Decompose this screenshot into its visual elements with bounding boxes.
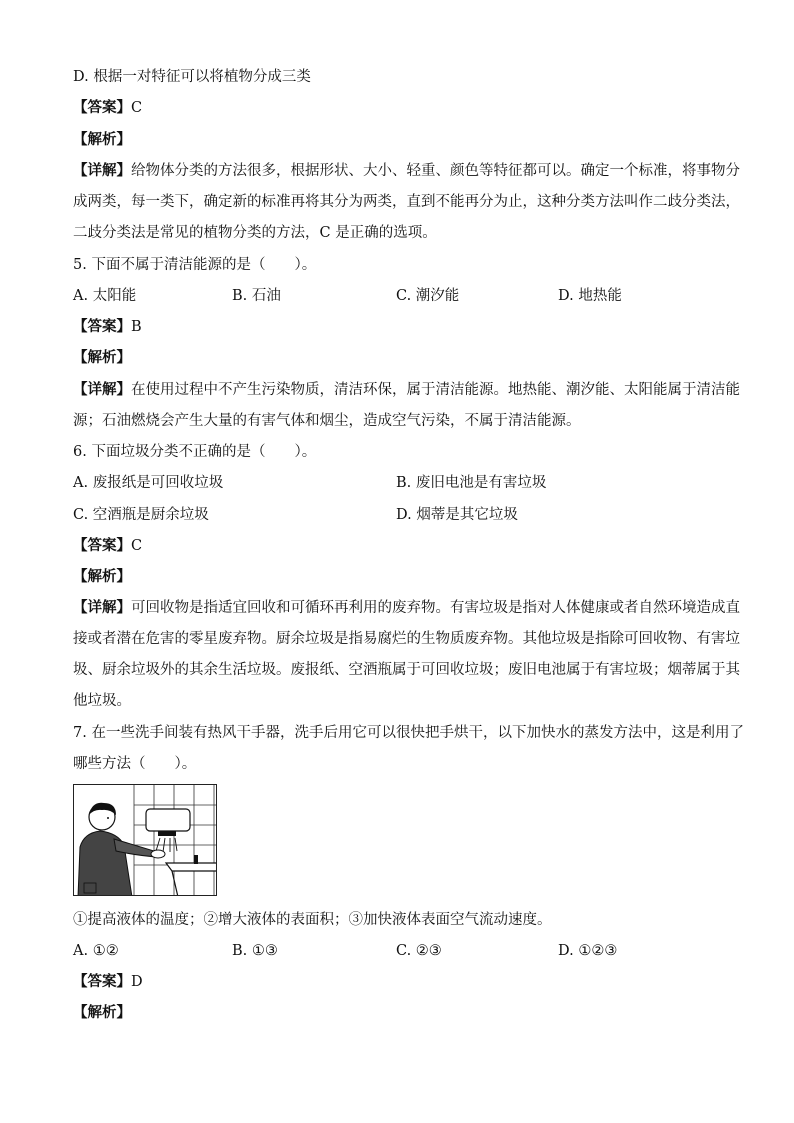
q4-answer-line (73, 98, 142, 118)
q4-option-d: D. 根据一对特征可以将植物分成三类 (73, 69, 311, 85)
q7-statement: ①提高液体的温度；②增大液体的表面积；③加快液体表面空气流动速度。 (73, 912, 552, 928)
detail-text: 可回收物是指适宜回收和可循环再利用的废弃物。有害垃圾是指对人体健康或者自然环境造成直 (131, 600, 740, 616)
q5-answer-line (73, 317, 142, 337)
q7-analysis-tag: 【解析】 (73, 1004, 131, 1021)
q5-option-d: D. 地热能 (558, 288, 622, 304)
q7-option-b: B. ①③ (232, 943, 278, 959)
q6-answer-line (73, 536, 142, 556)
q7-stem-line-2: 哪些方法（ ）。 (73, 756, 197, 772)
q6-option-a: A. 废报纸是可回收垃圾 (73, 475, 224, 491)
q7-option-a: A. ①② (73, 943, 119, 959)
q6-stem: 6. 下面垃圾分类不正确的是（ ）。 (73, 444, 317, 460)
q7-stem-line-1: 7. 在一些洗手间装有热风干手器，洗手后用它可以很快把手烘干，以下加快水的蒸发方法中，这是利用了 (73, 725, 744, 741)
q7-option-d: D. ①②③ (558, 943, 618, 959)
answer-tag: 【答案】 (73, 973, 131, 990)
q5-option-b: B. 石油 (232, 288, 281, 304)
q5-option-c: C. 潮汐能 (396, 288, 460, 304)
q5-option-a: A. 太阳能 (73, 288, 137, 304)
q4-detail-line-3: 二歧分类法是常见的植物分类的方法，C 是正确的选项。 (73, 225, 437, 241)
q5-detail-line-2: 源；石油燃烧会产生大量的有害气体和烟尘，造成空气污染，不属于清洁能源。 (73, 413, 581, 429)
q4-analysis-tag: 【解析】 (73, 131, 131, 148)
answer-value: C (131, 100, 143, 116)
detail-tag: 【详解】 (73, 599, 131, 616)
q7-answer-line (73, 972, 143, 992)
answer-value: C (131, 538, 143, 554)
answer-tag: 【答案】 (73, 537, 131, 554)
q6-option-c: C. 空酒瓶是厨余垃圾 (73, 507, 209, 523)
q4-detail-line-1 (73, 161, 740, 181)
detail-tag: 【详解】 (73, 162, 131, 179)
answer-tag: 【答案】 (73, 318, 131, 335)
q6-detail-line-1 (73, 598, 740, 618)
hand-dryer-illustration (73, 784, 217, 896)
q7-option-c: C. ②③ (396, 943, 442, 959)
q6-detail-line-4: 他垃圾。 (73, 693, 131, 709)
detail-text: 在使用过程中不产生污染物质，清洁环保，属于清洁能源。地热能、潮汐能、太阳能属于清洁能 (131, 382, 740, 398)
detail-text: 给物体分类的方法很多，根据形状、大小、轻重、颜色等特征都可以。确定一个标准，将事物分 (131, 163, 740, 179)
q6-option-d: D. 烟蒂是其它垃圾 (396, 507, 518, 523)
q5-analysis-tag: 【解析】 (73, 349, 131, 366)
q6-analysis-tag: 【解析】 (73, 568, 131, 585)
q5-detail-line-1 (73, 380, 740, 400)
q6-detail-line-3: 圾、厨余垃圾外的其余生活垃圾。废报纸、空酒瓶属于可回收垃圾；废旧电池属于有害垃圾；烟蒂属于其 (73, 662, 740, 678)
answer-value: D (131, 974, 143, 990)
q6-option-b: B. 废旧电池是有害垃圾 (396, 475, 547, 491)
answer-value: B (131, 319, 142, 335)
q5-stem: 5. 下面不属于清洁能源的是（ ）。 (73, 257, 317, 273)
answer-tag: 【答案】 (73, 99, 131, 116)
detail-tag: 【详解】 (73, 381, 131, 398)
q4-detail-line-2: 成两类，每一类下，确定新的标准再将其分为两类，直到不能再分为止，这种分类方法叫作二歧分类法， (73, 194, 740, 210)
q6-detail-line-2: 接或者潜在危害的零星废弃物。厨余垃圾是指易腐烂的生物质废弃物。其他垃圾是指除可回收物、有害垃 (73, 631, 740, 647)
